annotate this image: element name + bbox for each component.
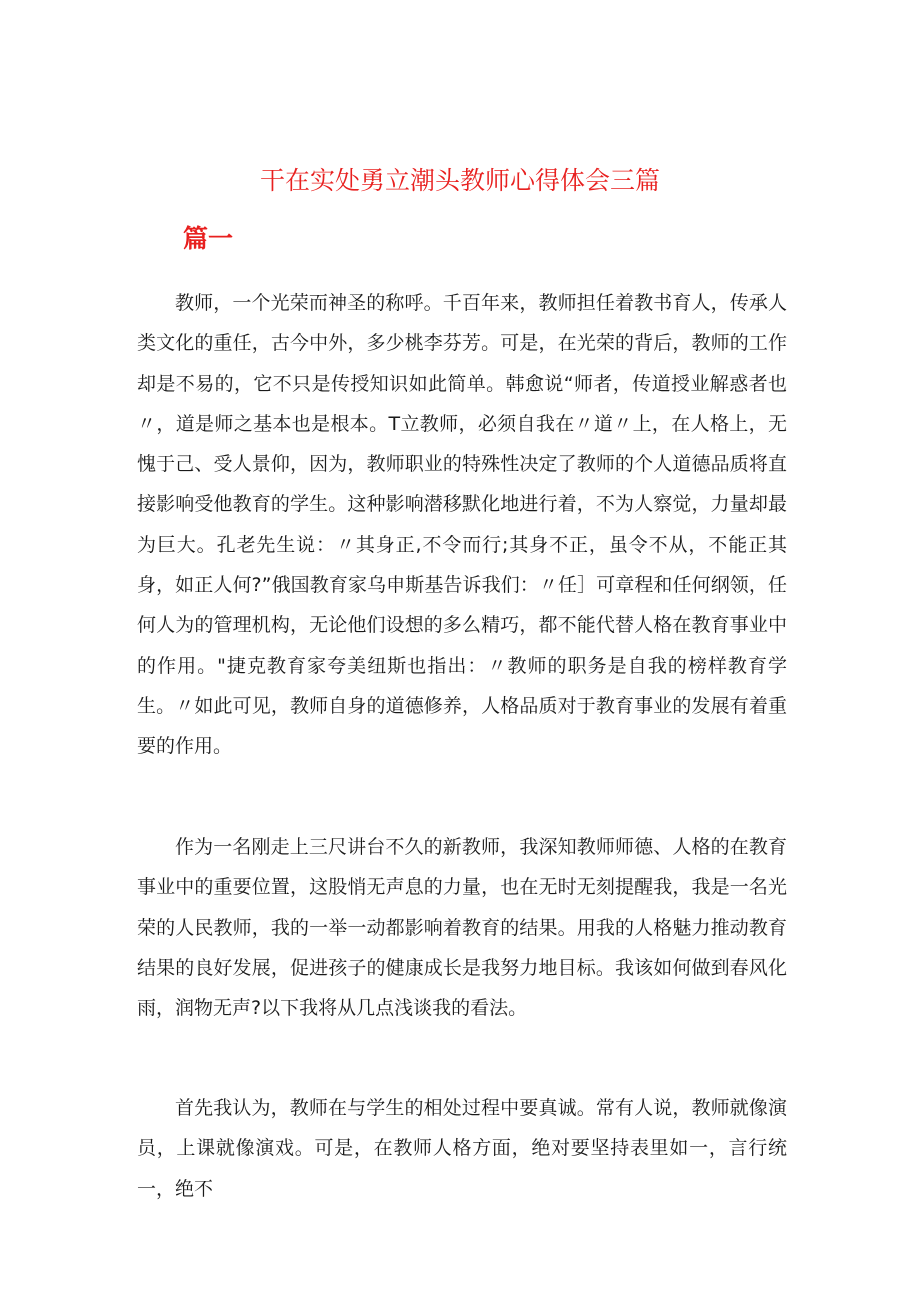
section-heading: 篇一 [183,224,234,253]
paragraph-1: 教师，一个光荣而神圣的称呼。千百年来，教师担任着教书育人，传承人类文化的重任，古今中外，多少桃李芬芳。可是，在光荣的背后，教师的工作却是不易的，它不只是传授知识如此简单。韩愈说“师者，传道授业解惑者也〃，道是师之基本也是根本。T立教师，必须自我在〃道〃上，在人格上，无愧于己、受人景仰，因为，教师职业的特殊性决定了教师的个人道德品质将直接影响受他教育的学生。这种影响潜移默化地进行着，不为人察觉，力量却最为巨大。孔老先生说：〃其身正,不令而行;其身不正，虽令不从，不能正其身，如正人何?”俄国教育家乌申斯基告诉我们：〃任］可章程和任何纲领，任何人为的管理机构，无论他们设想的多么精巧，都不能代替人格在教育事业中的作用。"捷克教育家夸美纽斯也指出：〃教师的职务是自我的榜样教育学生。〃如此可见，教师自身的道德修养，人格品质对于教育事业的发展有着重要的作用。 [137,292,787,758]
paragraph-2: 作为一名刚走上三尺讲台不久的新教师，我深知教师师德、人格的在教育事业中的重要位置，这股悄无声息的力量，也在无时无刻提醒我，我是一名光荣的人民教师，我的一举一动都影响着教育的结果。用我的人格魅力推动教育结果的良好发展，促进孩子的健康成长是我努力地目标。我该如何做到春风化雨，润物无声?以下我将从几点浅谈我的看法。 [137,836,787,1020]
paragraph-3: 首先我认为，教师在与学生的相处过程中要真诚。常有人说，教师就像演员，上课就像演戏。可是，在教师人格方面，绝对要坚持表里如一，言行统一，绝不 [137,1097,787,1200]
document-title: 干在实处勇立潮头教师心得体会三篇 [259,165,660,195]
